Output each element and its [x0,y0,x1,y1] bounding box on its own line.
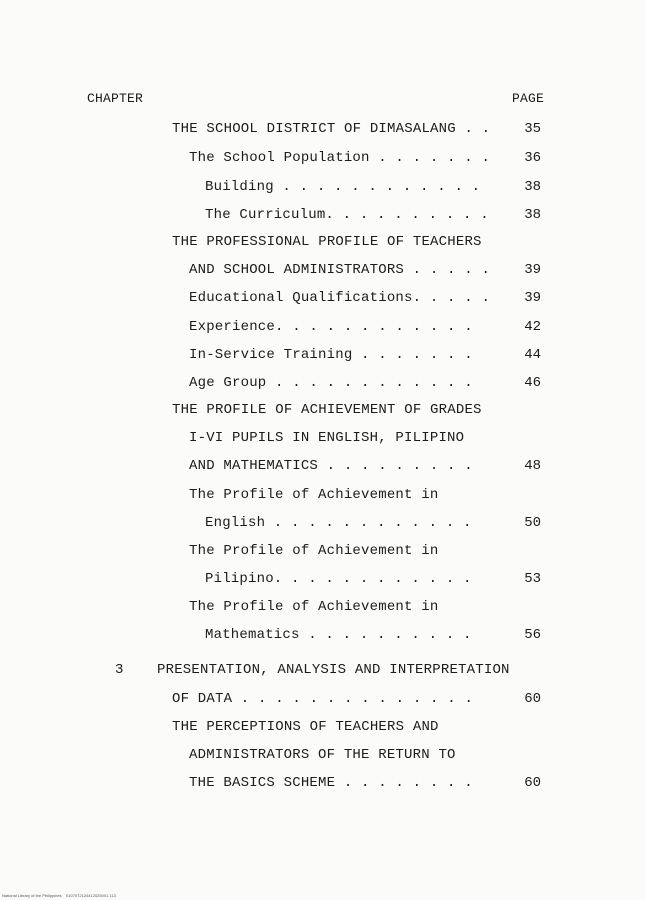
toc-entry-professional-profile: THE PROFESSIONAL PROFILE OF TEACHERS [172,234,482,250]
toc-page-number: 60 [524,775,541,791]
toc-entry-building: Building . . . . . . . . . . . . [205,179,481,195]
toc-entry-profile-achievement-in: The Profile of Achievement in [189,599,439,615]
chapter-column-header: CHAPTER [87,91,144,106]
toc-entry-curriculum: The Curriculum. . . . . . . . . . [205,207,489,223]
toc-page-number: 48 [524,458,541,474]
toc-entry-pupils-english-pilipino: I-VI PUPILS IN ENGLISH, PILIPINO [189,430,465,446]
toc-entry-mathematics: Mathematics . . . . . . . . . . [205,627,472,643]
toc-entry-administrators-return: ADMINISTRATORS OF THE RETURN TO [189,747,456,763]
toc-entry-school-administrators: AND SCHOOL ADMINISTRATORS . . . . . [189,262,491,278]
toc-page-number: 36 [524,150,541,166]
toc-entry-and-mathematics: AND MATHEMATICS . . . . . . . . . [189,458,473,474]
toc-entry-school-district: THE SCHOOL DISTRICT OF DIMASALANG . . [172,121,491,137]
toc-page-number: 56 [524,627,541,643]
toc-entry-school-population: The School Population . . . . . . . [189,150,491,166]
toc-entry-pilipino: Pilipino. . . . . . . . . . . . [205,571,472,587]
toc-page-number: 39 [524,262,541,278]
toc-page-number: 50 [524,515,541,531]
toc-entry-educational-qualifications: Educational Qualifications. . . . . [189,290,491,306]
toc-entry-profile-achievement-in: The Profile of Achievement in [189,543,439,559]
page-column-header: PAGE [512,91,545,106]
toc-entry-profile-of-achievement: THE PROFILE OF ACHIEVEMENT OF GRADES [172,402,482,418]
toc-page-number: 44 [524,347,541,363]
toc-entry-age-group: Age Group . . . . . . . . . . . . [189,375,473,391]
toc-page-number: 39 [524,290,541,306]
toc-entry-presentation-analysis: PRESENTATION, ANALYSIS AND INTERPRETATION [157,662,510,678]
toc-page-number: 46 [524,375,541,391]
chapter-number: 3 [115,662,124,678]
toc-page-number: 38 [524,179,541,195]
toc-page-number: 35 [524,121,541,137]
toc-entry-english: English . . . . . . . . . . . . [205,515,472,531]
toc-entry-basics-scheme: THE BASICS SCHEME . . . . . . . . [189,775,473,791]
toc-entry-experience: Experience. . . . . . . . . . . . [189,319,473,335]
toc-page-number: 53 [524,571,541,587]
library-footer-stamp: National Library of the Philippines 0107072124412025001 113 [2,893,116,898]
toc-page-number: 60 [524,691,541,707]
toc-entry-in-service-training: In-Service Training . . . . . . . [189,347,473,363]
toc-entry-of-data: OF DATA . . . . . . . . . . . . . . [172,691,474,707]
toc-page-number: 38 [524,207,541,223]
toc-entry-profile-achievement-in: The Profile of Achievement in [189,487,439,503]
toc-page-number: 42 [524,319,541,335]
toc-entry-perceptions: THE PERCEPTIONS OF TEACHERS AND [172,719,439,735]
